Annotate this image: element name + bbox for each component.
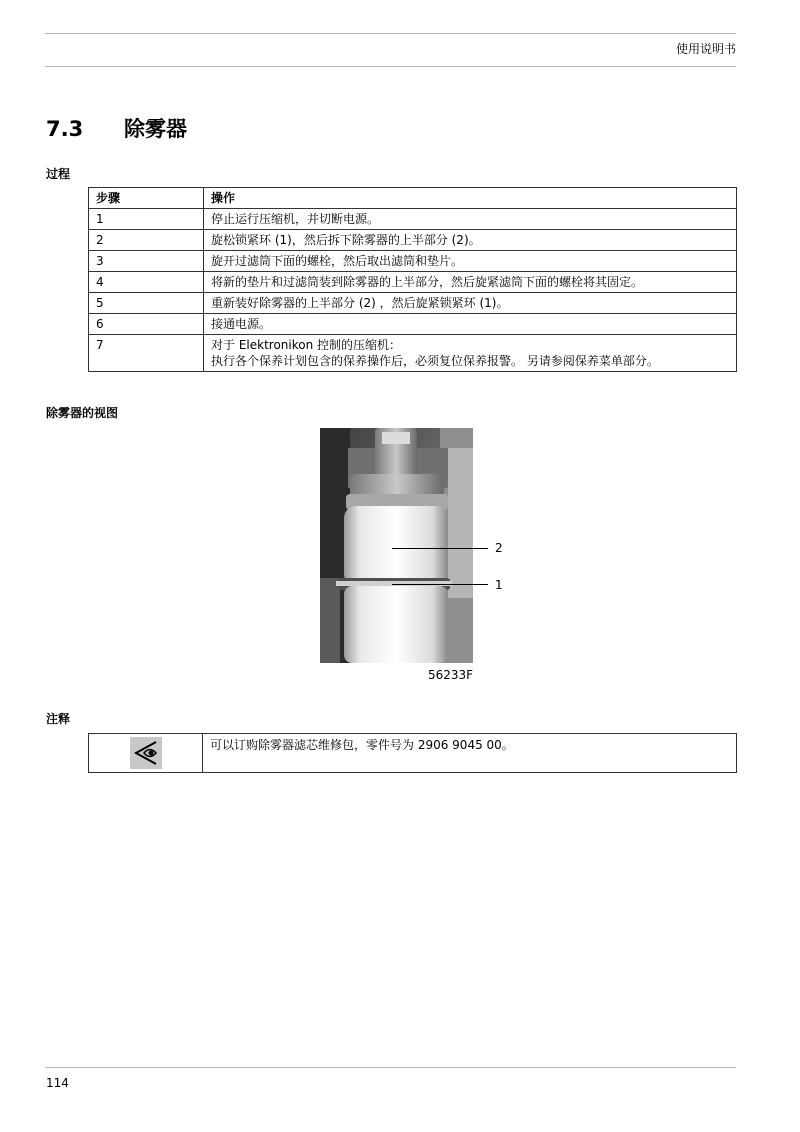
step-number: 6 [89,314,204,335]
callout-leader-2 [392,548,488,549]
step-action: 旋开过滤筒下面的螺栓，然后取出滤筒和垫片。 [204,251,737,272]
document-title: 使用说明书 [675,42,736,56]
column-header-action: 操作 [204,188,737,209]
step-number: 3 [89,251,204,272]
header-top-rule [45,33,736,34]
note-text: 可以订购除雾器滤芯维修包，零件号为 2906 9045 00。 [203,734,737,773]
table-row [89,272,737,293]
table-row [89,314,737,335]
step-action [204,335,737,372]
eye-in-triangle-icon [130,737,162,769]
table-row [89,293,737,314]
procedure-heading: 过程 [46,167,71,181]
step-number: 4 [89,272,204,293]
callout-label-2: 2 [495,541,503,555]
callout-label-1: 1 [495,578,503,592]
demister-illustration [320,428,473,663]
page-number: 114 [46,1076,69,1090]
section-number: 7.3 [46,117,84,141]
step-number: 2 [89,230,204,251]
demister-photo [320,428,473,663]
table-header-row [89,188,737,209]
step-action: 停止运行压缩机，并切断电源。 [204,209,737,230]
footer-rule [45,1067,736,1068]
note-icon-cell [89,734,203,773]
view-heading: 除雾器的视图 [46,406,119,420]
note-heading: 注释 [46,712,71,726]
column-header-step: 步骤 [89,188,204,209]
step-number: 1 [89,209,204,230]
procedure-table [88,187,737,372]
table-row [89,251,737,272]
header-bottom-rule [45,66,736,67]
step-action-line: 对于 Elektronikon 控制的压缩机： [211,338,402,352]
step-number: 7 [89,335,204,372]
step-action: 重新装好除雾器的上半部分 (2) ，然后旋紧锁紧环 (1)。 [204,293,737,314]
table-row [89,335,737,372]
step-action-line: 执行各个保养计划包含的保养操作后，必须复位保养报警。 另请参阅保养菜单部分。 [211,354,659,368]
note-row [89,734,737,773]
table-row [89,209,737,230]
step-action: 将新的垫片和过滤筒装到除雾器的上半部分，然后旋紧滤筒下面的螺栓将其固定。 [204,272,737,293]
section-heading [46,113,187,143]
step-action: 接通电源。 [204,314,737,335]
note-table [88,733,737,773]
callout-leader-1 [392,584,488,585]
step-action: 旋松锁紧环 (1)，然后拆下除雾器的上半部分 (2)。 [204,230,737,251]
figure-code: 56233F [428,668,474,682]
table-row [89,230,737,251]
section-title: 除雾器 [124,117,187,141]
step-number: 5 [89,293,204,314]
